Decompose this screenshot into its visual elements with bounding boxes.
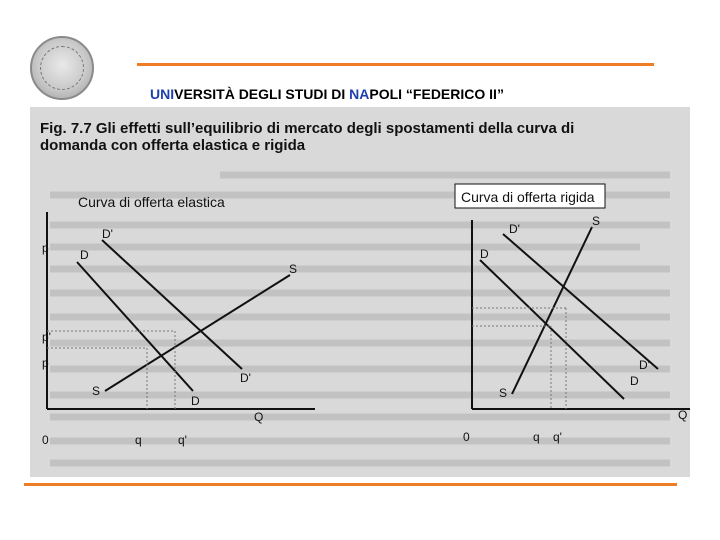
left-y-label-p-upper: p — [42, 241, 49, 255]
left-y-label-p-prime: p' — [42, 330, 51, 344]
figure-scan — [30, 107, 690, 477]
left-origin-label: 0 — [42, 433, 49, 447]
figure-title-line-1: Fig. 7.7 Gli effetti sull’equilibrio di mercato degli spostamenti della curva di — [40, 120, 575, 137]
header-na-highlight: NA — [349, 86, 370, 102]
left-x-label-q-prime: q' — [178, 433, 187, 447]
right-demand-d-prime — [503, 234, 658, 369]
university-seal-logo — [30, 36, 94, 100]
left-y-label-p-lower: p — [42, 356, 49, 370]
left-label-d-bottom: D — [191, 394, 200, 408]
university-header — [150, 86, 504, 102]
header-versita: VERSITÀ DEGLI STUDI DI — [174, 86, 350, 102]
left-label-d-prime-bottom: D' — [240, 371, 251, 385]
right-x-label-q-prime: q' — [553, 430, 562, 444]
right-label-d-prime-top: D' — [509, 222, 520, 236]
header-uni-highlight: UNI — [150, 86, 175, 102]
left-x-axis-label-q: Q — [254, 410, 264, 424]
right-x-axis-label-q: Q — [678, 408, 688, 422]
right-label-d-top: D — [480, 247, 489, 261]
right-label-d-prime-bottom: D' — [639, 358, 650, 372]
bottom-divider — [24, 483, 677, 486]
figure-title-line-2: domanda con offerta elastica e rigida — [40, 137, 306, 154]
right-origin-label: 0 — [463, 430, 470, 444]
right-x-label-q: q — [533, 430, 540, 444]
left-x-label-q: q — [135, 433, 142, 447]
left-label-d-top: D — [80, 248, 89, 262]
right-label-d-bottom: D — [630, 374, 639, 388]
figure-svg — [30, 107, 690, 477]
header-poli: POLI “FEDERICO II” — [369, 86, 504, 102]
right-label-s-top: S — [592, 214, 601, 228]
top-divider — [137, 63, 654, 66]
bleed-through-text — [50, 175, 670, 463]
left-label-d-prime-top: D' — [102, 227, 113, 241]
right-demand-d — [480, 260, 624, 399]
left-panel-title: Curva di offerta elastica — [78, 194, 225, 210]
right-panel-title: Curva di offerta rigida — [461, 189, 595, 205]
right-label-s-bottom: S — [499, 386, 508, 400]
left-label-s-top: S — [289, 262, 298, 276]
left-label-s-bottom: S — [92, 384, 101, 398]
